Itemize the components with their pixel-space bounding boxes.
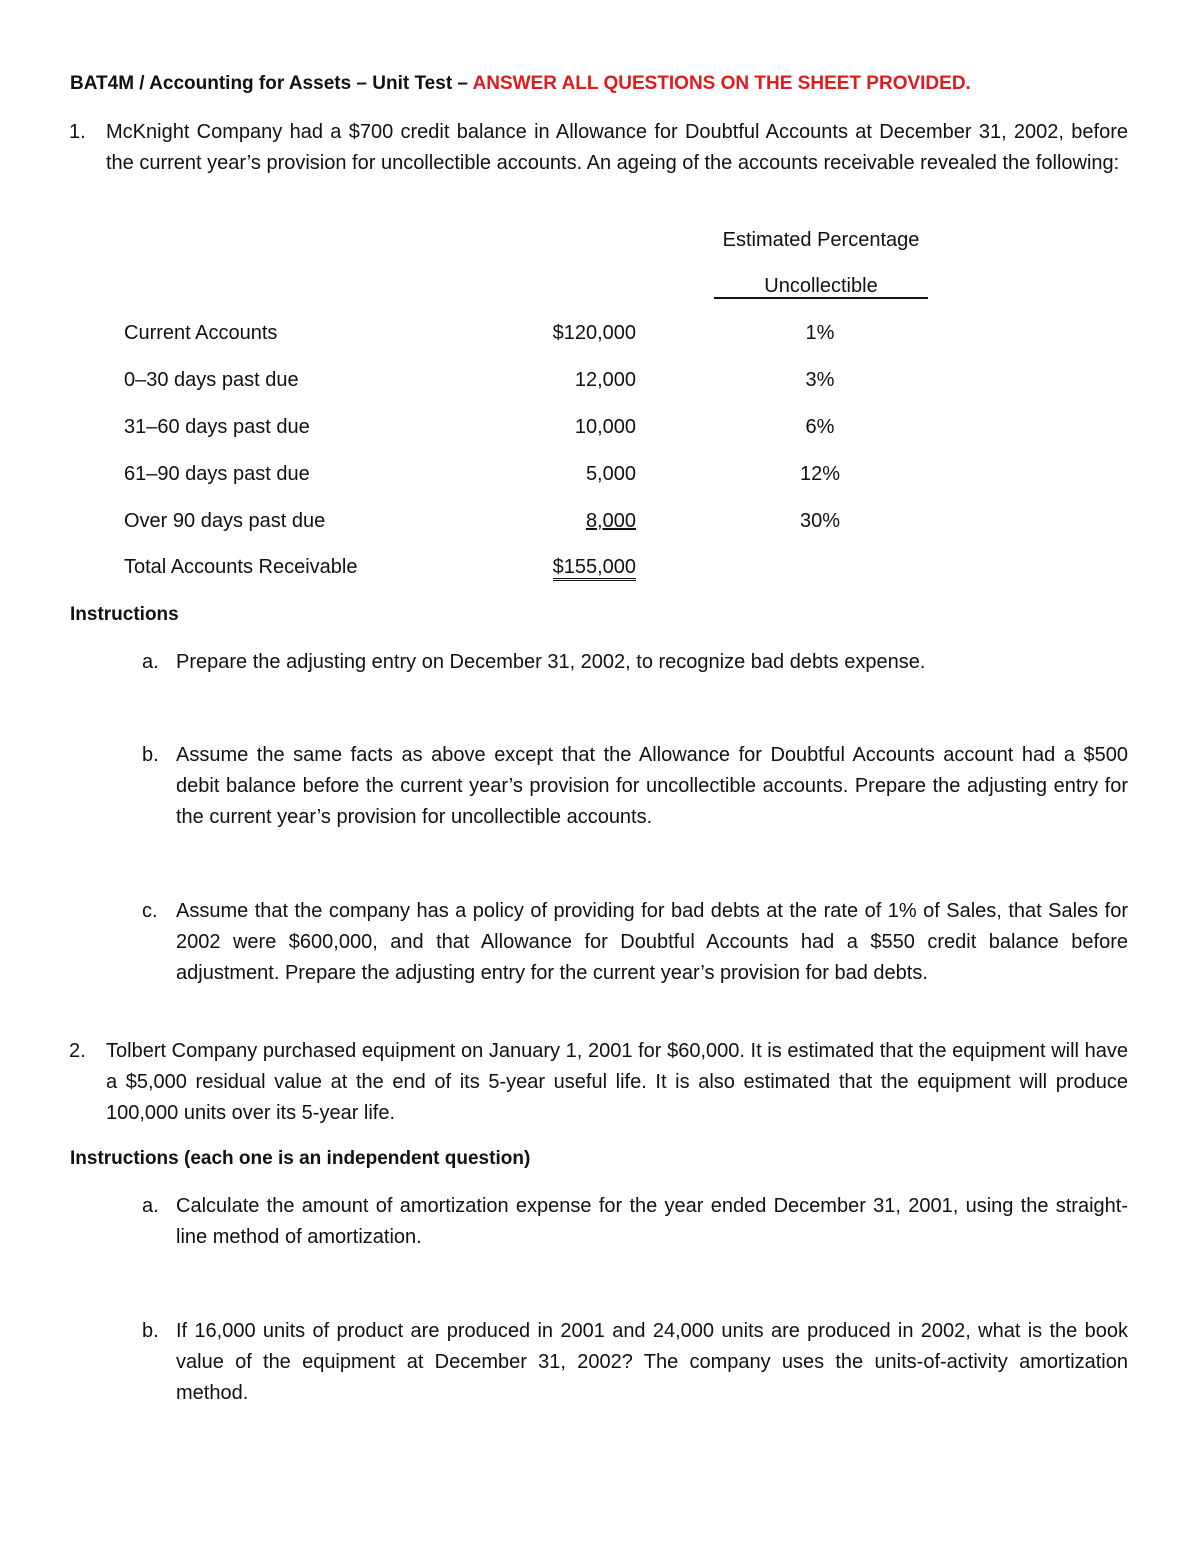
table-row [0,510,1200,541]
row-label: Over 90 days past due [124,510,326,532]
header-title: BAT4M / Accounting for Assets – Unit Test – [70,73,473,94]
pct-header-line2: Uncollectible [764,275,878,297]
question-2-part-a [142,1191,1128,1253]
row-pct: 3% [805,369,835,391]
pct-header-line1: Estimated Percentage [722,229,920,251]
part-letter: a. [142,651,159,673]
question-1-instructions-label: Instructions [70,604,179,625]
question-2 [69,1036,1128,1129]
question-2-number: 2. [69,1040,86,1062]
row-label: 0–30 days past due [124,369,299,391]
row-amount: 5,000 [585,463,636,485]
table-total-row [0,556,1200,587]
part-text: Calculate the amount of amortization expense for the year ended December 31, 2001, using the straight-line method of amortization. [176,1195,1128,1248]
question-1-part-b [142,740,1128,833]
question-1-part-a [142,647,1128,678]
question-2-part-b [142,1316,1128,1409]
row-label: Current Accounts [124,322,278,344]
question-1-number: 1. [69,121,86,143]
row-amount: 12,000 [574,369,636,391]
question-1 [69,117,1128,179]
part-text: If 16,000 units of product are produced in 2001 and 24,000 units are produced in 2002, what is the book value of the equipment at December 31, 2002? The company uses the units-of-activity amortization method. [176,1320,1128,1404]
question-1-text: McKnight Company had a $700 credit balance in Allowance for Doubtful Accounts at December 31, 2002, before the current year’s provision for uncollectible accounts. An ageing of the accounts receivable revealed the following: [106,121,1128,174]
total-amount: $155,000 [553,556,636,581]
pct-header-underline [714,297,928,299]
table-row [0,369,1200,400]
part-letter: c. [142,900,158,922]
row-pct: 30% [799,510,841,532]
part-text: Assume that the company has a policy of providing for bad debts at the rate of 1% of Sales, that Sales for 2002 were $600,000, and that Allowance for Doubtful Accounts had a $550 credit balance before adjustment. Prepare the adjusting entry for the current year’s provision for bad debts. [176,900,1128,984]
total-label: Total Accounts Receivable [124,556,358,578]
page-header [70,73,971,95]
header-notice: ANSWER ALL QUESTIONS ON THE SHEET PROVIDED. [472,73,971,94]
row-pct: 12% [799,463,841,485]
part-text: Assume the same facts as above except that the Allowance for Doubtful Accounts account had a $500 debit balance before the current year’s provision for uncollectible accounts. Prepare the adjusting entry for the current year’s provision for uncollectible accounts. [176,744,1128,828]
part-text: Prepare the adjusting entry on December 31, 2002, to recognize bad debts expense. [176,651,926,673]
part-letter: a. [142,1195,159,1217]
question-2-instructions-label: Instructions (each one is an independent question) [70,1148,531,1169]
table-row [0,463,1200,494]
table-row [0,322,1200,353]
part-letter: b. [142,1320,159,1342]
row-pct: 1% [805,322,835,344]
row-amount: $120,000 [552,322,636,344]
question-2-text: Tolbert Company purchased equipment on January 1, 2001 for $60,000. It is estimated that the equipment will have a $5,000 residual value at the end of its 5-year useful life. It is also estimated that the equipment will produce 100,000 units over its 5-year life. [106,1040,1128,1124]
row-amount: 8,000 [585,510,636,532]
row-pct: 6% [805,416,835,438]
row-label: 61–90 days past due [124,463,310,485]
row-amount: 10,000 [574,416,636,438]
row-label: 31–60 days past due [124,416,310,438]
question-1-part-c [142,896,1128,989]
part-letter: b. [142,744,159,766]
table-row [0,416,1200,447]
